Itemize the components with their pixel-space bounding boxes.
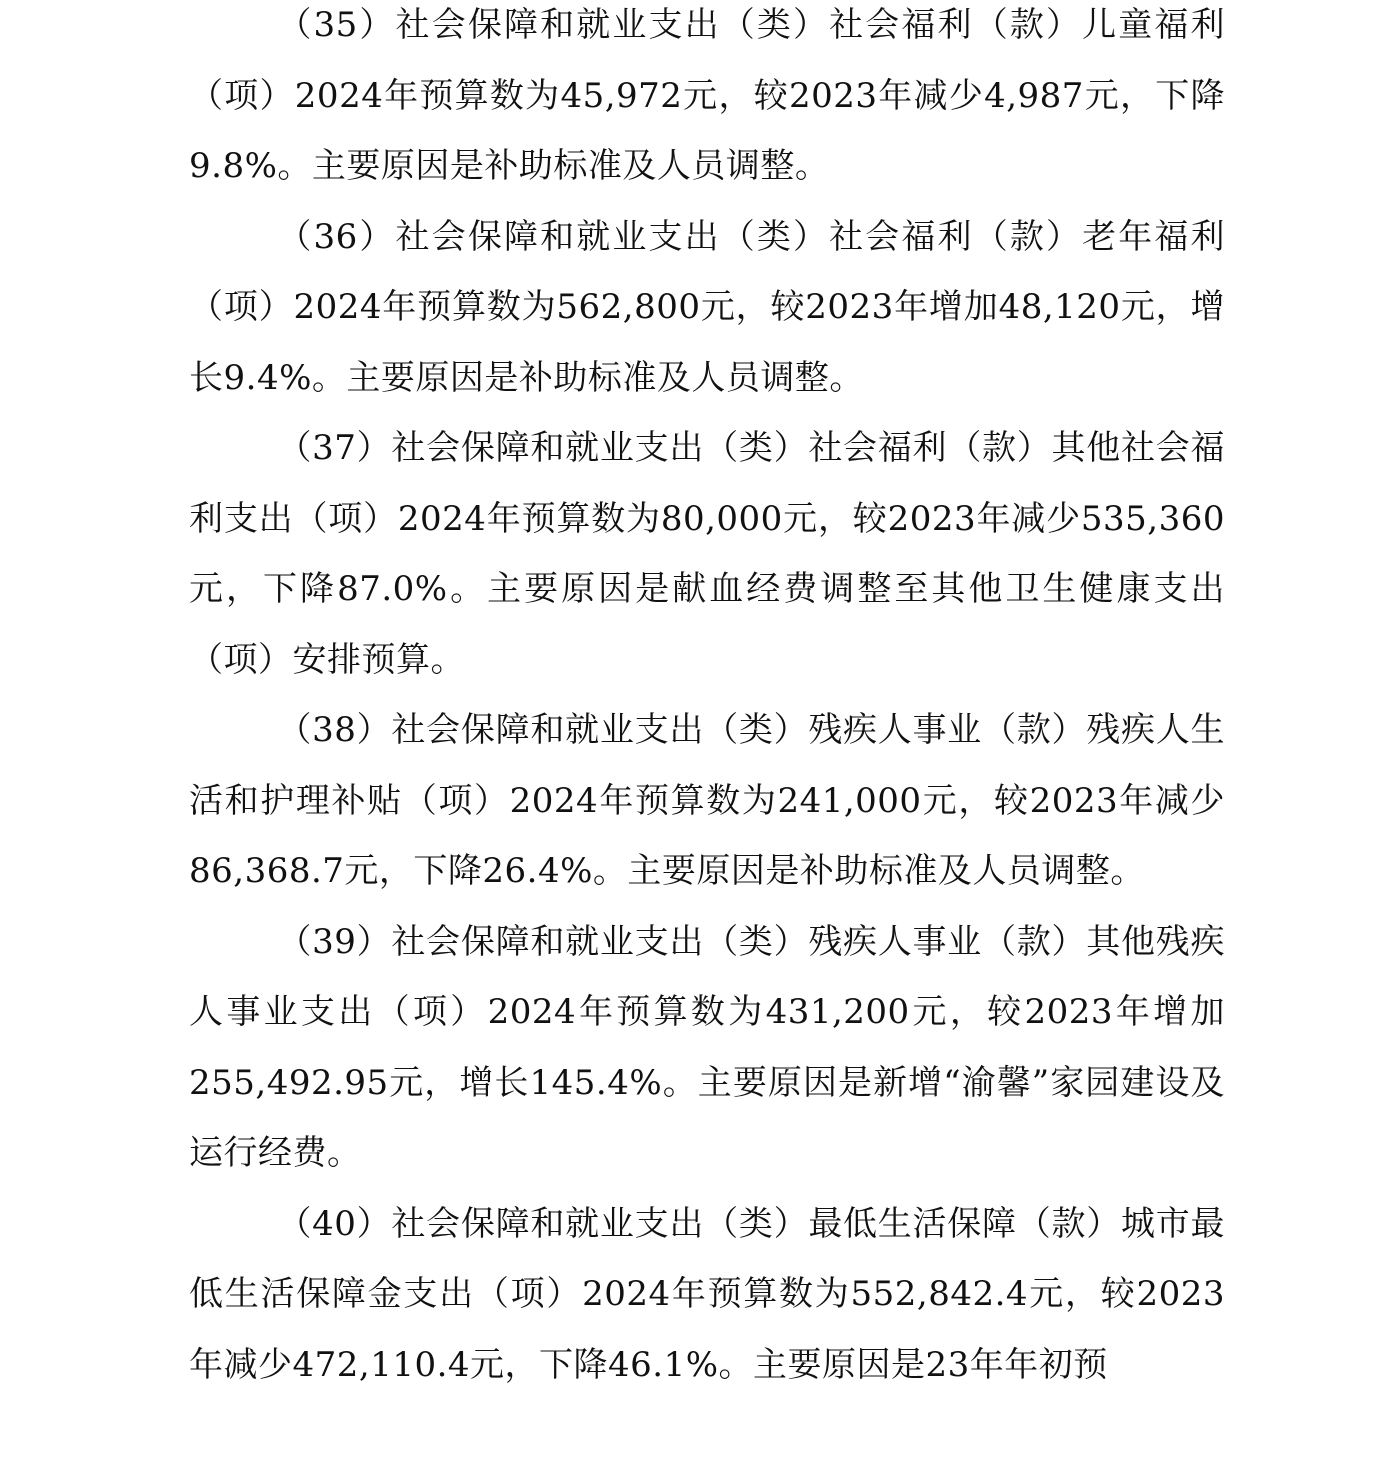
document-page [189, 0, 1225, 1400]
paragraph-38: （38）社会保障和就业支出（类）残疾人事业（款）残疾人生活和护理补贴（项）2024年预算数为241,000元，较2023年减少86,368.7元，下降26.4%。主要原因是补助标准及人员调整。 [189, 710, 1225, 891]
paragraph-35: （35）社会保障和就业支出（类）社会福利（款）儿童福利（项）2024年预算数为45,972元，较2023年减少4,987元，下降9.8%。主要原因是补助标准及人员调整。 [189, 5, 1225, 186]
paragraph-39: （39）社会保障和就业支出（类）残疾人事业（款）其他残疾人事业支出（项）2024年预算数为431,200元，较2023年增加255,492.95元，增长145.4%。主要原因是新增“渝馨”家园建设及运行经费。 [189, 921, 1225, 1173]
paragraph-40: （40）社会保障和就业支出（类）最低生活保障（款）城市最低生活保障金支出（项）2024年预算数为552,842.4元，较2023年减少472,110.4元，下降46.1%。主要原因是23年年初预 [189, 1203, 1225, 1385]
paragraph-37: （37）社会保障和就业支出（类）社会福利（款）其他社会福利支出（项）2024年预算数为80,000元，较2023年减少535,360元，下降87.0%。主要原因是献血经费调整至其他卫生健康支出（项）安排预算。 [189, 428, 1225, 680]
paragraph-36: （36）社会保障和就业支出（类）社会福利（款）老年福利（项）2024年预算数为562,800元，较2023年增加48,120元，增长9.4%。主要原因是补助标准及人员调整。 [189, 216, 1225, 398]
